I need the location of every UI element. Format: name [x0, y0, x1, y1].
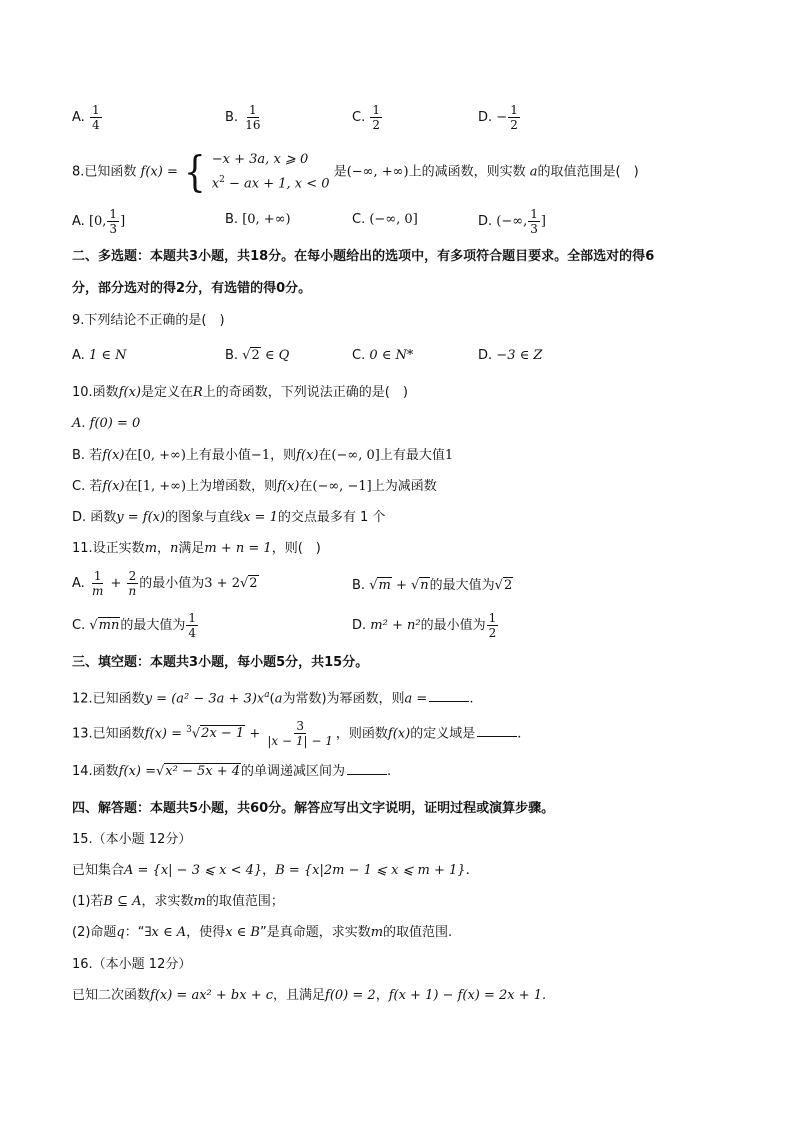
fraction: $\frac{1}{3}$ — [530, 207, 538, 236]
fraction: $\frac{3}{|x - 1| - 1}$ — [267, 719, 333, 749]
q10-option-a[interactable]: A. f(0) = 0 — [72, 416, 141, 431]
q16-heading: 16.（本小题 12分） — [72, 957, 192, 972]
q9-option-d[interactable]: D. −3 ∈ Z — [478, 348, 543, 363]
q9-stem: 9.下列结论不正确的是( ) — [72, 313, 225, 328]
option-label: C. — [352, 110, 366, 125]
fraction: $\frac{2}{n}$ — [128, 569, 137, 598]
q10-option-b[interactable]: B. 若f(x)在[0, +∞)上有最小值−1，则f(x)在(−∞, 0]上有最大值1 — [72, 448, 454, 463]
q9-option-c[interactable]: C. 0 ∈ N* — [352, 348, 414, 363]
q13: 13.已知函数f(x) = $^3$√2x − 1 + $\frac{3}{|x - 1| - 1}$ ，则函数f(x)的定义域是 . — [72, 719, 522, 749]
option-label: B. — [225, 110, 239, 125]
answer-blank[interactable] — [477, 724, 517, 737]
q10-option-d[interactable]: D. 函数y = f(x)的图象与直线x = 1的交点最多有 1 个 — [72, 510, 386, 525]
section-2-heading-cont: 分，部分选对的得2分，有选错的得0分。 — [72, 281, 312, 296]
q8-option-c[interactable]: C. (−∞, 0] — [352, 212, 418, 227]
q8-stem: 8.已知函数 f(x) = { −x + 3a, x ⩾ 0 $x^2$ − ax + 1, x < 0 是(−∞, +∞)上的减函数，则实数 a的取值范围是( ) — [72, 147, 639, 198]
section-2-heading: 二、多选题：本题共3小题，共18分。在每小题给出的选项中，有多项符合题目要求。全部选对的得6 — [72, 249, 655, 264]
q11-option-a[interactable]: A. $\frac{1}{m}$ + $\frac{2}{n}$ 的最小值为3 + 2√2 — [72, 569, 258, 598]
q8-option-d[interactable]: D. (−∞, $\frac{1}{3}$ ] — [478, 207, 546, 236]
q7-option-b[interactable] — [225, 104, 263, 131]
q10-stem: 10.函数f(x)是定义在R上的奇函数，下列说法正确的是( ) — [72, 385, 408, 400]
q11-option-d[interactable]: D. m² + n²的最小值为 $\frac{1}{2}$ — [352, 611, 497, 640]
q15-part2: (2)命题q：“∃x ∈ A，使得x ∈ B”是真命题，求实数m的取值范围. — [72, 925, 453, 940]
fraction: $\frac{1}{2}$ — [372, 103, 380, 132]
q7-option-d[interactable]: D. − $\frac{1}{2}$ — [478, 103, 518, 132]
q11-option-b[interactable]: B. √m + √n的最大值为√2 — [352, 578, 513, 593]
left-brace: { — [184, 147, 206, 198]
q11-option-c[interactable]: C. √mn的最大值为 $\frac{1}{4}$ — [72, 611, 196, 640]
section-3-heading: 三、填空题：本题共3小题，每小题5分，共15分。 — [72, 655, 369, 670]
fraction: $\frac{1}{3}$ — [109, 207, 118, 236]
option-label: D. — [478, 110, 493, 125]
fraction: $\frac{1}{2}$ — [510, 103, 518, 132]
q11-stem: 11.设正实数m，n满足m + n = 1，则( ) — [72, 541, 321, 556]
fraction: $\frac{1}{4}$ — [91, 103, 100, 132]
q12: 12.已知函数$y = (a^2 - 3a + 3)x^a(a$为常数)为幂函数，则a = . — [72, 690, 474, 707]
q9-option-a[interactable]: A. 1 ∈ N — [72, 348, 127, 363]
q8-option-a[interactable]: A. [0, $\frac{1}{3}$ ] — [72, 207, 126, 236]
fraction: $\frac{1}{2}$ — [488, 611, 497, 640]
q10-option-c[interactable]: C. 若f(x)在[1, +∞)上为增函数，则f(x)在(−∞, −1]上为减函数 — [72, 479, 437, 494]
piecewise-cases: −x + 3a, x ⩾ 0 $x^2$ − ax + 1, x < 0 — [211, 152, 330, 192]
q9-option-b[interactable]: B. √2 ∈ Q — [225, 348, 290, 363]
q15-heading: 15.（本小题 12分） — [72, 832, 192, 847]
q15-part1: (1)若B ⊆ A，求实数m的取值范围； — [72, 894, 284, 909]
q15-sets: 已知集合A = {x| − 3 ⩽ x < 4}，B = {x|2m − 1 ⩽ x ⩽ m + 1}. — [72, 863, 470, 878]
answer-blank[interactable] — [347, 762, 387, 775]
q7-option-c[interactable] — [352, 104, 383, 131]
q14: 14.函数f(x) =√x² − 5x + 4的单调递减区间为 . — [72, 764, 392, 779]
section-4-heading: 四、解答题：本题共5小题，共60分。解答应写出文字说明，证明过程或演算步骤。 — [72, 801, 555, 816]
q7-option-a[interactable] — [72, 104, 103, 131]
option-label: A. — [72, 110, 85, 125]
q8-option-b[interactable]: B. [0, +∞) — [225, 212, 291, 227]
fraction: $\frac{1}{4}$ — [188, 611, 196, 640]
fraction: $\frac{1}{16}$ — [245, 103, 261, 132]
fraction: $\frac{1}{m}$ — [91, 569, 104, 598]
q16-stem: 已知二次函数f(x) = ax² + bx + c，且满足f(0) = 2，f(x + 1) − f(x) = 2x + 1. — [72, 988, 547, 1003]
answer-blank[interactable] — [429, 689, 469, 702]
